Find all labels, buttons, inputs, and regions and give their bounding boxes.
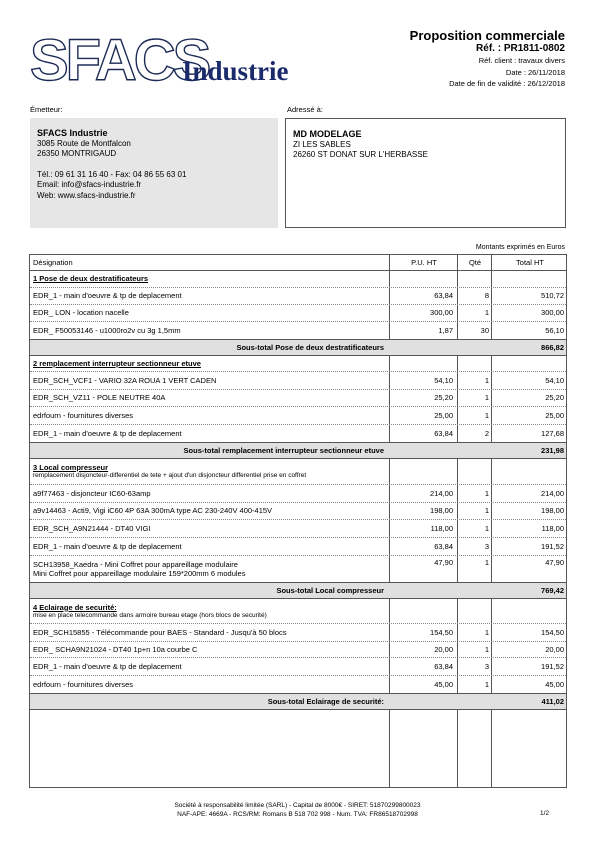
validity-date: Date de fin de validité : 26/12/2018 xyxy=(449,79,565,88)
table-header-row xyxy=(30,255,566,271)
table-row: EDR_1 - main d'oeuvre & tp de deplacement 63,84 3 191,52 xyxy=(30,657,566,676)
section-title-row: 1 Pose de deux destratificateurs xyxy=(30,270,566,288)
currency-note: Montants exprimés en Euros xyxy=(475,244,565,251)
table-row: EDR_SCH15855 - Télécommande pour BAES - Standard - Jusqu'à 50 blocs 154,50 1 154,50 xyxy=(30,623,566,642)
addressee-address1: ZI LES SABLES xyxy=(293,139,351,149)
table-row: a9v14463 - Acti9, Vigi iC60 4P 63A 300mA type AC 230-240V 400-415V 198,00 1 198,00 xyxy=(30,502,566,520)
client-reference: Réf. client : travaux divers xyxy=(478,56,565,65)
quote-table xyxy=(29,254,567,788)
emitter-web: Web: www.sfacs-industrie.fr xyxy=(37,190,136,200)
table-row: SCH13958_Kaedra - Mini Coffret pour appareillage modulaire Mini Coffret pour appareillage modulaire 159*200mm 6 modules 47,90 1 47,90 xyxy=(30,555,566,583)
table-row: EDR_ LON - location nacelle 300,00 1 300,00 xyxy=(30,304,566,322)
emitter-address1: 3085 Route de Montfalcon xyxy=(37,138,131,148)
addressee-name: MD MODELAGE xyxy=(293,129,362,139)
header-designation: Désignation xyxy=(33,258,73,267)
header-quantity: Qté xyxy=(468,258,482,267)
table-row: EDR_ SCHA9N21024 - DT40 1p+n 10a courbe C 20,00 1 20,00 xyxy=(30,641,566,658)
subtotal-row: Sous-total Eclairage de securité: 411,02 xyxy=(30,693,566,710)
footer-line-2: NAF-APE: 4669A - RCS/RM: Romans B 518 702 998 - Num. TVA: FR86518702998 xyxy=(177,811,418,818)
emitter-email: Email: info@sfacs-industrie.fr xyxy=(37,180,142,189)
legal-footer xyxy=(0,801,595,819)
header-unit-price: P.U. HT xyxy=(411,258,437,267)
subtotal-row: Sous-total remplacement interrupteur sectionneur etuve 231,98 xyxy=(30,442,566,459)
table-row: EDR_1 - main d'oeuvre & tp de deplacement 63,84 8 510,72 xyxy=(30,287,566,305)
table-row: a9f77463 - disjoncteur IC60-63amp 214,00 1 214,00 xyxy=(30,484,566,503)
section-title-row: 2 remplacement interrupteur sectionneur etuve xyxy=(30,355,566,372)
table-row: EDR_SCH_VZ11 - POLE NEUTRE 40A 25,20 1 25,20 xyxy=(30,389,566,407)
emitter-phone: Tél.: 09 61 31 16 40 - Fax: 04 86 55 63 01 xyxy=(37,169,187,179)
emitter-name: SFACS Industrie xyxy=(37,128,108,138)
document-reference: Réf. : PR1811-0802 xyxy=(476,43,565,54)
document-title: Proposition commerciale xyxy=(409,28,565,43)
section-title-row: 3 Local compresseur remplacement disjoncteur-differentiel de tete + ajout d'un disjoncteur differentiel prise en coffret xyxy=(30,458,566,485)
table-row: EDR_ F50053146 - u1000ro2v cu 3g 1,5mm 1,87 30 56,10 xyxy=(30,321,566,340)
header-total: Total HT xyxy=(516,258,544,267)
emitter-label: Émetteur: xyxy=(30,105,63,114)
company-logo xyxy=(30,34,320,90)
table-row: EDR_1 - main d'oeuvre & tp de deplacement 63,84 3 191,52 xyxy=(30,537,566,556)
table-row: edrfourn - fournitures diverses 25,00 1 25,00 xyxy=(30,406,566,425)
subtotal-row: Sous-total Local compresseur 769,42 xyxy=(30,582,566,599)
emitter-box xyxy=(30,118,278,228)
page-number: 1/2 xyxy=(539,810,549,817)
document-date: Date : 26/11/2018 xyxy=(505,67,565,77)
addressee-label: Adressé à: xyxy=(287,105,323,114)
addressee-box xyxy=(285,118,566,228)
footer-line-1: Société à responsabilité limitée (SARL) - Capital de 8000€ - SIRET: 51870299800023 xyxy=(174,802,421,809)
table-row: edrfourn - fournitures diverses 45,00 1 45,00 xyxy=(30,675,566,694)
subtotal-row: Sous-total Pose de deux destratificateurs 866,82 xyxy=(30,339,566,356)
section-title-row: 4 Eclairage de securité: mise en place telecommande dans armoire bureau etage (hors blocs de securité) xyxy=(30,598,566,624)
logo-main-text: SFACS xyxy=(30,34,209,90)
table-row: EDR_SCH_VCF1 - VARIO 32A ROUA 1 VERT CADEN 54,10 1 54,10 xyxy=(30,371,566,390)
addressee-address2: 26260 ST DONAT SUR L'HERBASSE xyxy=(293,150,428,159)
table-row: EDR_1 - main d'oeuvre & tp de deplacement 63,84 2 127,68 xyxy=(30,424,566,443)
logo-sub-text: Industrie xyxy=(182,56,289,86)
table-row: EDR_SCH_A9N21444 - DT40 VIGI 118,00 1 118,00 xyxy=(30,519,566,538)
document-header xyxy=(410,28,565,90)
emitter-address2: 26350 MONTRIGAUD xyxy=(37,149,117,158)
